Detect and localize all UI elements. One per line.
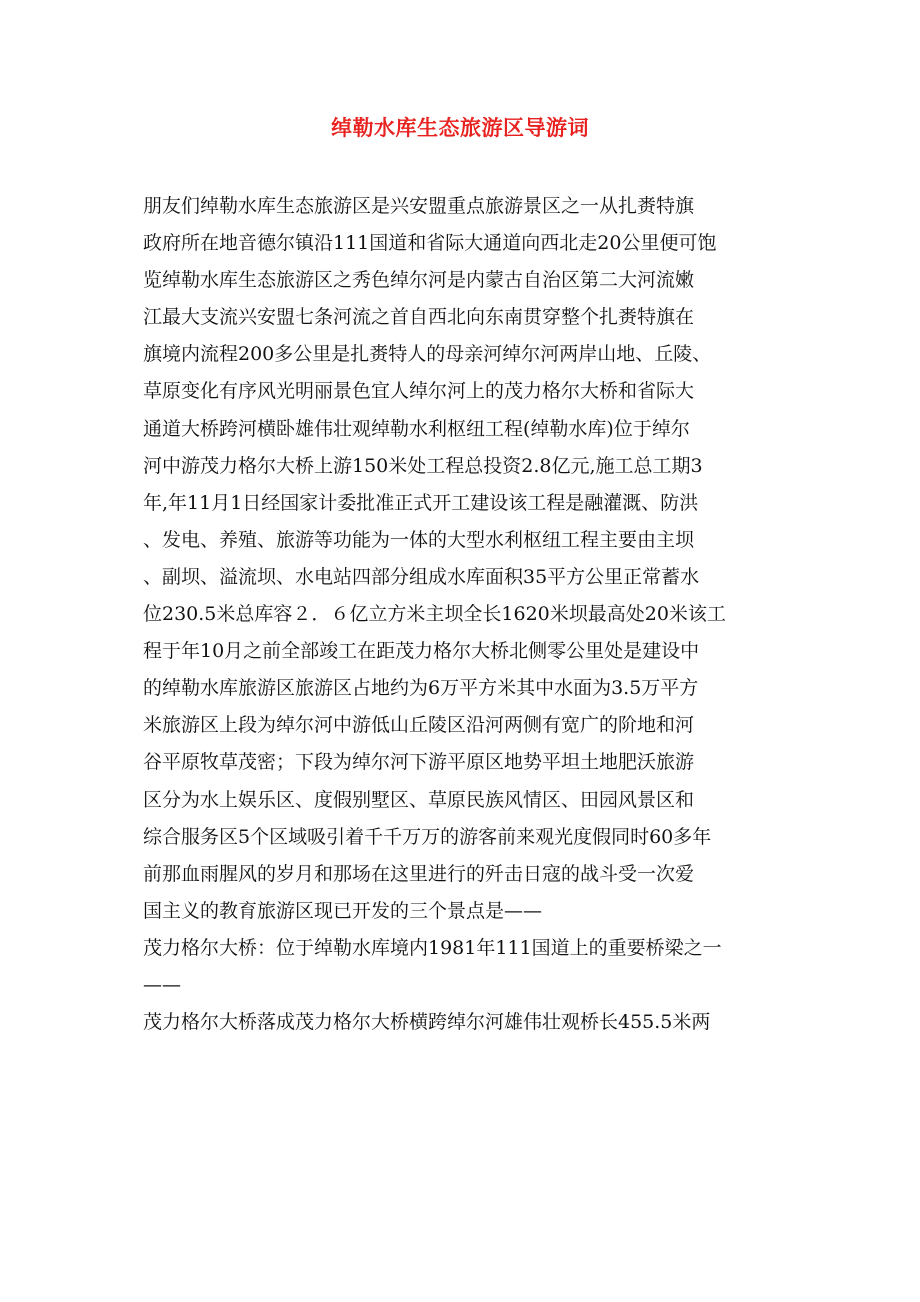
body-line: 、发电、养殖、旅游等功能为一体的大型水利枢纽工程主要由主坝 [143, 528, 695, 551]
body-line: 草原变化有序风光明丽景色宜人绰尔河上的茂力格尔大桥和省际大 [143, 380, 695, 403]
body-line: 茂力格尔大桥：位于绰勒水库境内1981年111国道上的重要桥梁之一 [143, 936, 722, 959]
body-line: 览绰勒水库生态旅游区之秀色绰尔河是内蒙古自治区第二大河流嫩 [143, 269, 695, 292]
body-line: 位230.5米总库容２．６亿立方米主坝全长1620米坝最高处20米该工 [143, 603, 726, 626]
body-line: 茂力格尔大桥落成茂力格尔大桥横跨绰尔河雄伟壮观桥长455.5米两 [143, 1011, 711, 1034]
body-line: 区分为水上娱乐区、度假别墅区、草原民族风情区、田园风景区和 [143, 788, 695, 811]
document-title: 绰勒水库生态旅游区导游词 [331, 115, 589, 140]
body-line: 旗境内流程200多公里是扎赉特人的母亲河绰尔河两岸山地、丘陵、 [143, 343, 712, 366]
body-line: 江最大支流兴安盟七条河流之首自西北向东南贯穿整个扎赉特旗在 [143, 306, 695, 329]
body-line: 米旅游区上段为绰尔河中游低山丘陵区沿河两侧有宽广的阶地和河 [143, 714, 695, 737]
body-line: 国主义的教育旅游区现已开发的三个景点是—— [143, 899, 543, 922]
body-line: 谷平原牧草茂密；下段为绰尔河下游平原区地势平坦土地肥沃旅游 [143, 751, 695, 774]
document-body [143, 188, 783, 1041]
body-line: 政府所在地音德尔镇沿111国道和省际大通道向西北走20公里便可饱 [143, 232, 717, 255]
body-line: 通道大桥跨河横卧雄伟壮观绰勒水利枢纽工程(绰勒水库)位于绰尔 [143, 417, 690, 440]
body-line: 年,年11月1日经国家计委批准正式开工建设该工程是融灌溉、防洪 [143, 491, 699, 514]
body-line: 前那血雨腥风的岁月和那场在这里进行的歼击日寇的战斗受一次爱 [143, 862, 695, 885]
body-line: 朋友们绰勒水库生态旅游区是兴安盟重点旅游景区之一从扎赉特旗 [143, 195, 695, 217]
body-line: 河中游茂力格尔大桥上游150米处工程总投资2.8亿元,施工总工期3 [143, 454, 703, 477]
body-line: 的绰勒水库旅游区旅游区占地约为6万平方米其中水面为3.5万平方 [143, 677, 699, 700]
body-line: 、副坝、溢流坝、水电站四部分组成水库面积35平方公里正常蓄水 [143, 565, 700, 588]
body-line: 程于年10月之前全部竣工在距茂力格尔大桥北侧零公里处是建设中 [143, 640, 700, 663]
body-line: 综合服务区5个区域吸引着千千万万的游客前来观光度假同时60多年 [143, 825, 712, 848]
body-line: —— [143, 973, 181, 996]
